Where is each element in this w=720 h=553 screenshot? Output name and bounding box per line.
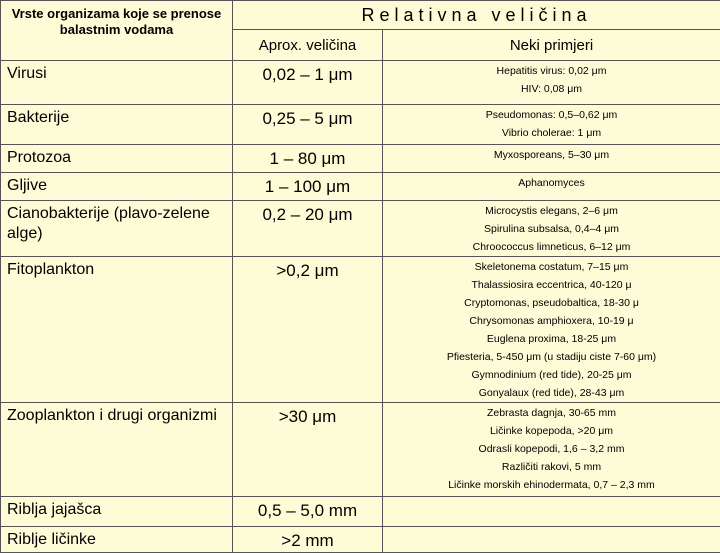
example-item: Chrysomonas amphioxera, 10-19 μ [383,312,720,330]
size-cell: >2 mm [233,527,383,553]
size-cell: >30 μm [233,403,383,497]
example-item: Euglena proxima, 18-25 μm [383,330,720,348]
size-cell: 0,2 – 20 μm [233,201,383,257]
example-item: Odrasli kopepodi, 1,6 – 3,2 mm [383,440,720,458]
examples-cell [383,201,720,257]
example-item: Različiti rakovi, 5 mm [383,458,720,476]
example-item: Thalassiosira eccentrica, 40-120 μ [383,276,720,294]
examples-cell [383,497,720,527]
organism-cell: Riblja jajašca [1,497,233,527]
example-item: Microcystis elegans, 2–6 μm [383,202,720,220]
organism-cell: Bakterije [1,105,233,145]
table-row [1,497,720,527]
examples-cell [383,61,720,105]
organism-cell: Cianobakterije (plavo-zelene alge) [1,201,233,257]
examples-cell [383,403,720,497]
table-row [1,145,720,173]
header-relative-size: Relativna veličina [233,1,720,30]
organism-cell: Riblje ličinke [1,527,233,553]
table-row [1,403,720,497]
example-item: Chroococcus limneticus, 6–12 μm [383,238,720,256]
examples-cell [383,145,720,173]
example-item: HIV: 0,08 μm [383,80,720,98]
table-row [1,105,720,145]
example-item: Gonyalaux (red tide), 28-43 μm [383,384,720,402]
example-item: Myxosporeans, 5–30 μm [383,146,720,164]
size-cell: >0,2 μm [233,257,383,403]
size-cell: 0,5 – 5,0 mm [233,497,383,527]
organism-cell: Gljive [1,173,233,201]
table-row [1,173,720,201]
table-row [1,257,720,403]
organism-cell: Virusi [1,61,233,105]
example-item: Aphanomyces [383,174,720,192]
organism-cell: Protozoa [1,145,233,173]
size-cell: 1 – 80 μm [233,145,383,173]
size-cell: 0,25 – 5 μm [233,105,383,145]
example-item: Pfiesteria, 5-450 μm (u stadiju ciste 7-60 μm) [383,348,720,366]
example-item: Gymnodinium (red tide), 20-25 μm [383,366,720,384]
examples-cell [383,173,720,201]
example-item: Hepatitis virus: 0,02 μm [383,62,720,80]
example-item: Ličinke morskih ehinodermata, 0,7 – 2,3 mm [383,476,720,494]
header-organisms: Vrste organizama koje se prenose balastnim vodama [1,1,233,61]
size-cell: 1 – 100 μm [233,173,383,201]
organism-cell: Fitoplankton [1,257,233,403]
table-row [1,201,720,257]
example-item: Ličinke kopepoda, >20 μm [383,422,720,440]
size-cell: 0,02 – 1 μm [233,61,383,105]
example-item: Pseudomonas: 0,5–0,62 μm [383,106,720,124]
organism-cell: Zooplankton i drugi organizmi [1,403,233,497]
examples-cell [383,105,720,145]
header-examples: Neki primjeri [383,30,720,61]
header-approx-size: Aprox. veličina [233,30,383,61]
example-item: Vibrio cholerae: 1 μm [383,124,720,142]
example-item: Spirulina subsalsa, 0,4–4 μm [383,220,720,238]
table-row [1,61,720,105]
examples-cell [383,257,720,403]
example-item: Zebrasta dagnja, 30-65 mm [383,404,720,422]
example-item: Skeletonema costatum, 7–15 μm [383,258,720,276]
example-item: Cryptomonas, pseudobaltica, 18-30 μ [383,294,720,312]
